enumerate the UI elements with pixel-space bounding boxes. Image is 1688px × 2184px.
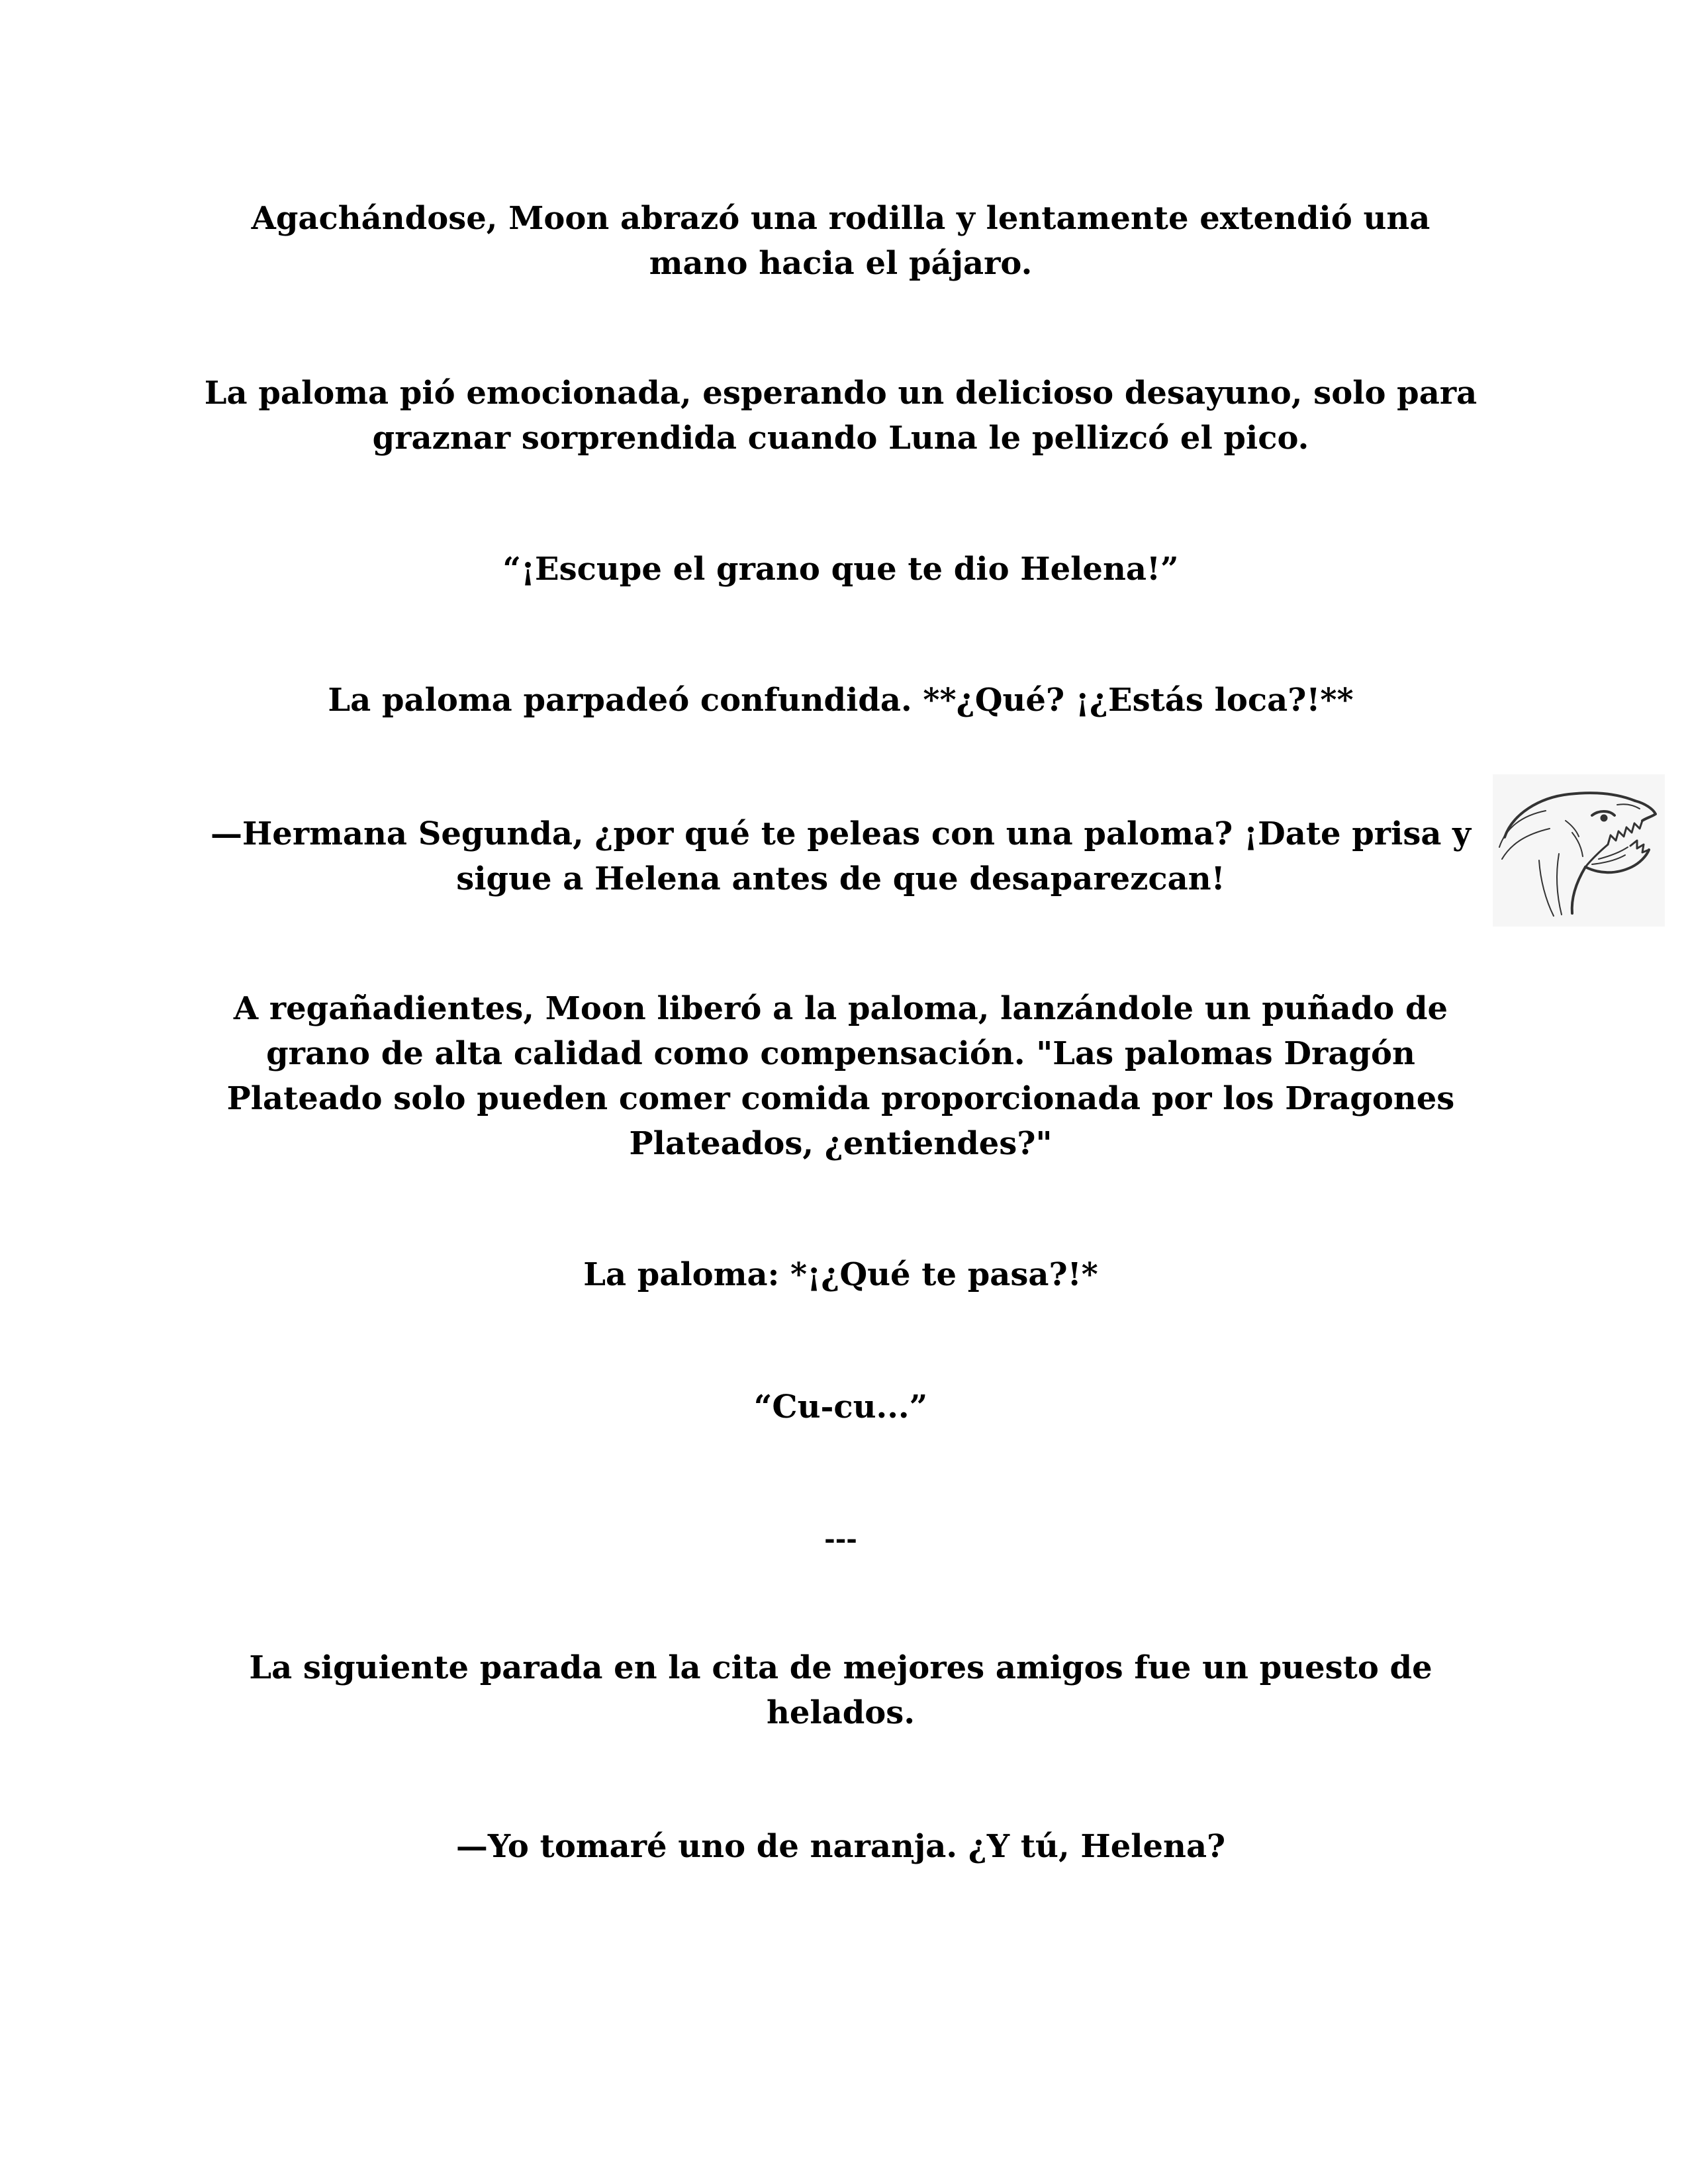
paragraph-1: Agachándose, Moon abrazó una rodilla y lentamente extendió una mano hacia el pájaro. — [251, 200, 1430, 282]
section-divider: --- — [824, 1524, 857, 1555]
paragraph-5: —Hermana Segunda, ¿por qué te peleas con una paloma? ¡Date prisa y sigue a Helena antes de que desaparezcan! — [210, 815, 1472, 897]
dinosaur-head-sketch-icon — [1493, 774, 1665, 927]
paragraph-9: La siguiente parada en la cita de mejores amigos fue un puesto de helados. — [249, 1649, 1432, 1731]
paragraph-10: —Yo tomaré uno de naranja. ¿Y tú, Helena? — [455, 1828, 1226, 1865]
paragraph-4: La paloma parpadeó confundida. **¿Qué? ¡¿Estás loca?!** — [328, 682, 1354, 719]
paragraph-6: A regañadientes, Moon liberó a la paloma, lanzándole un puñado de grano de alta calidad como compensación. "Las palomas Dragón Plateado solo pueden comer comida proporcionada por los Dragones Plateados, ¿entiendes?" — [226, 990, 1455, 1162]
paragraph-2: La paloma pió emocionada, esperando un delicioso desayuno, solo para graznar sorprendida cuando Luna le pellizcó el pico. — [204, 375, 1477, 457]
paragraph-3: “¡Escupe el grano que te dio Helena!” — [502, 551, 1179, 588]
paragraph-7: La paloma: *¡¿Qué te pasa?!* — [583, 1256, 1098, 1293]
paragraph-8: “Cu-cu...” — [753, 1388, 928, 1426]
